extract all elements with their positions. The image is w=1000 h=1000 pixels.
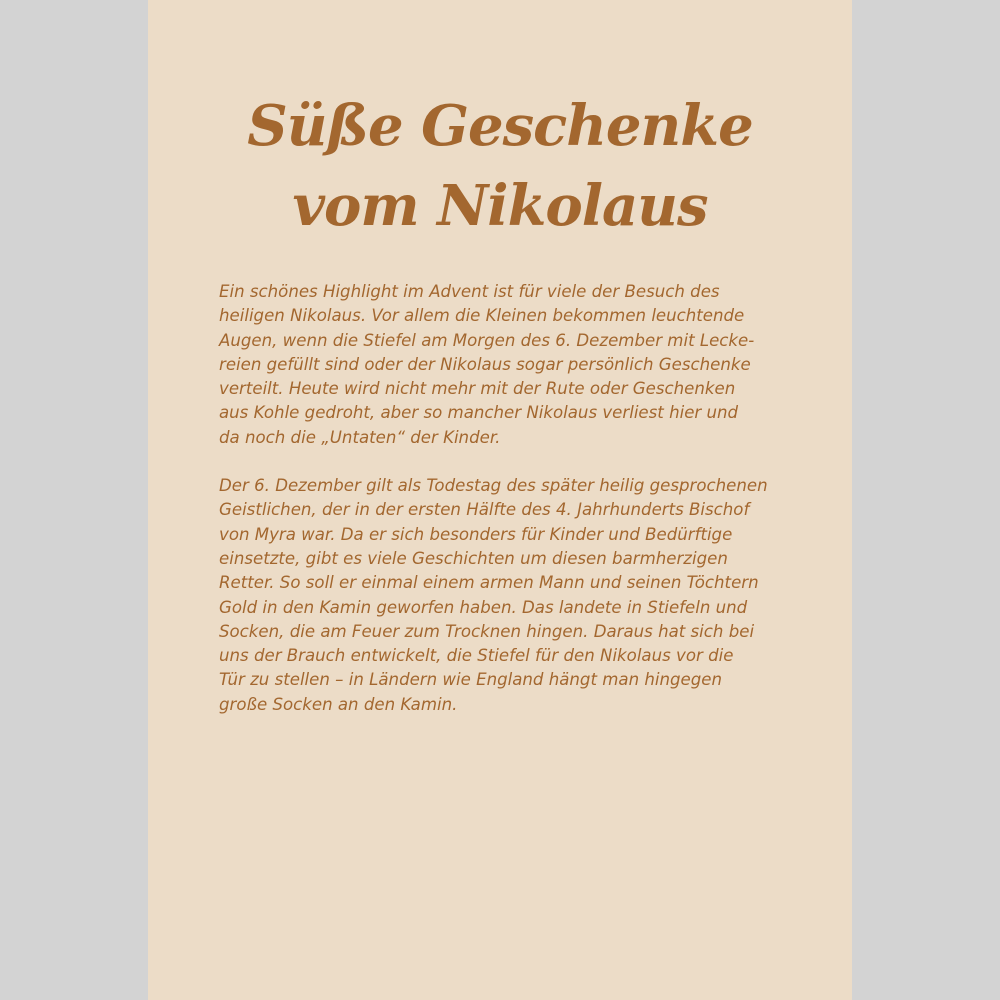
- text-line: uns der Brauch entwickelt, die Stiefel für den Nikolaus vor die: [219, 646, 734, 666]
- text-line: Geistlichen, der in der ersten Hälfte des 4. Jahrhunderts Bischof: [219, 500, 750, 520]
- text-line: Ein schönes Highlight im Advent ist für viele der Besuch des: [219, 282, 720, 301]
- body-text: [219, 280, 779, 717]
- text-line: heiligen Nikolaus. Vor allem die Kleinen bekommen leuchtende: [219, 306, 745, 326]
- title-line-1: Süße Geschenke: [247, 93, 753, 159]
- text-line: einsetzte, gibt es viele Geschichten um diesen barmherzigen: [219, 548, 728, 568]
- paragraph-spacer: [219, 450, 779, 474]
- text-line: aus Kohle gedroht, aber so mancher Nikolaus verliest hier und: [219, 403, 739, 423]
- text-line: Retter. So soll er einmal einem armen Mann und seinen Töchtern: [219, 573, 759, 593]
- document-page: [148, 0, 852, 1000]
- text-line: von Myra war. Da er sich besonders für Kinder und Bedürftige: [219, 524, 733, 544]
- text-line: Der 6. Dezember gilt als Todestag des später heilig gesprochenen: [219, 476, 768, 496]
- page-title: [148, 86, 852, 246]
- text-line: Gold in den Kamin geworfen haben. Das landete in Stiefeln und: [219, 597, 748, 617]
- paragraph-1: [219, 280, 779, 450]
- text-line: Socken, die am Feuer zum Trocknen hingen. Daraus hat sich bei: [219, 621, 755, 641]
- text-line: Tür zu stellen – in Ländern wie England hängt man hingegen: [219, 670, 723, 690]
- text-line: verteilt. Heute wird nicht mehr mit der Rute oder Geschenken: [219, 379, 736, 399]
- text-line: große Socken an den Kamin.: [219, 694, 458, 714]
- text-line: Augen, wenn die Stiefel am Morgen des 6. Dezember mit Lecke-: [219, 330, 755, 350]
- title-line-2: vom Nikolaus: [292, 173, 708, 239]
- text-line: reien gefüllt sind oder der Nikolaus sogar persönlich Geschenke: [219, 354, 751, 374]
- text-line: da noch die „Untaten“ der Kinder.: [219, 427, 501, 447]
- paragraph-2: [219, 474, 779, 717]
